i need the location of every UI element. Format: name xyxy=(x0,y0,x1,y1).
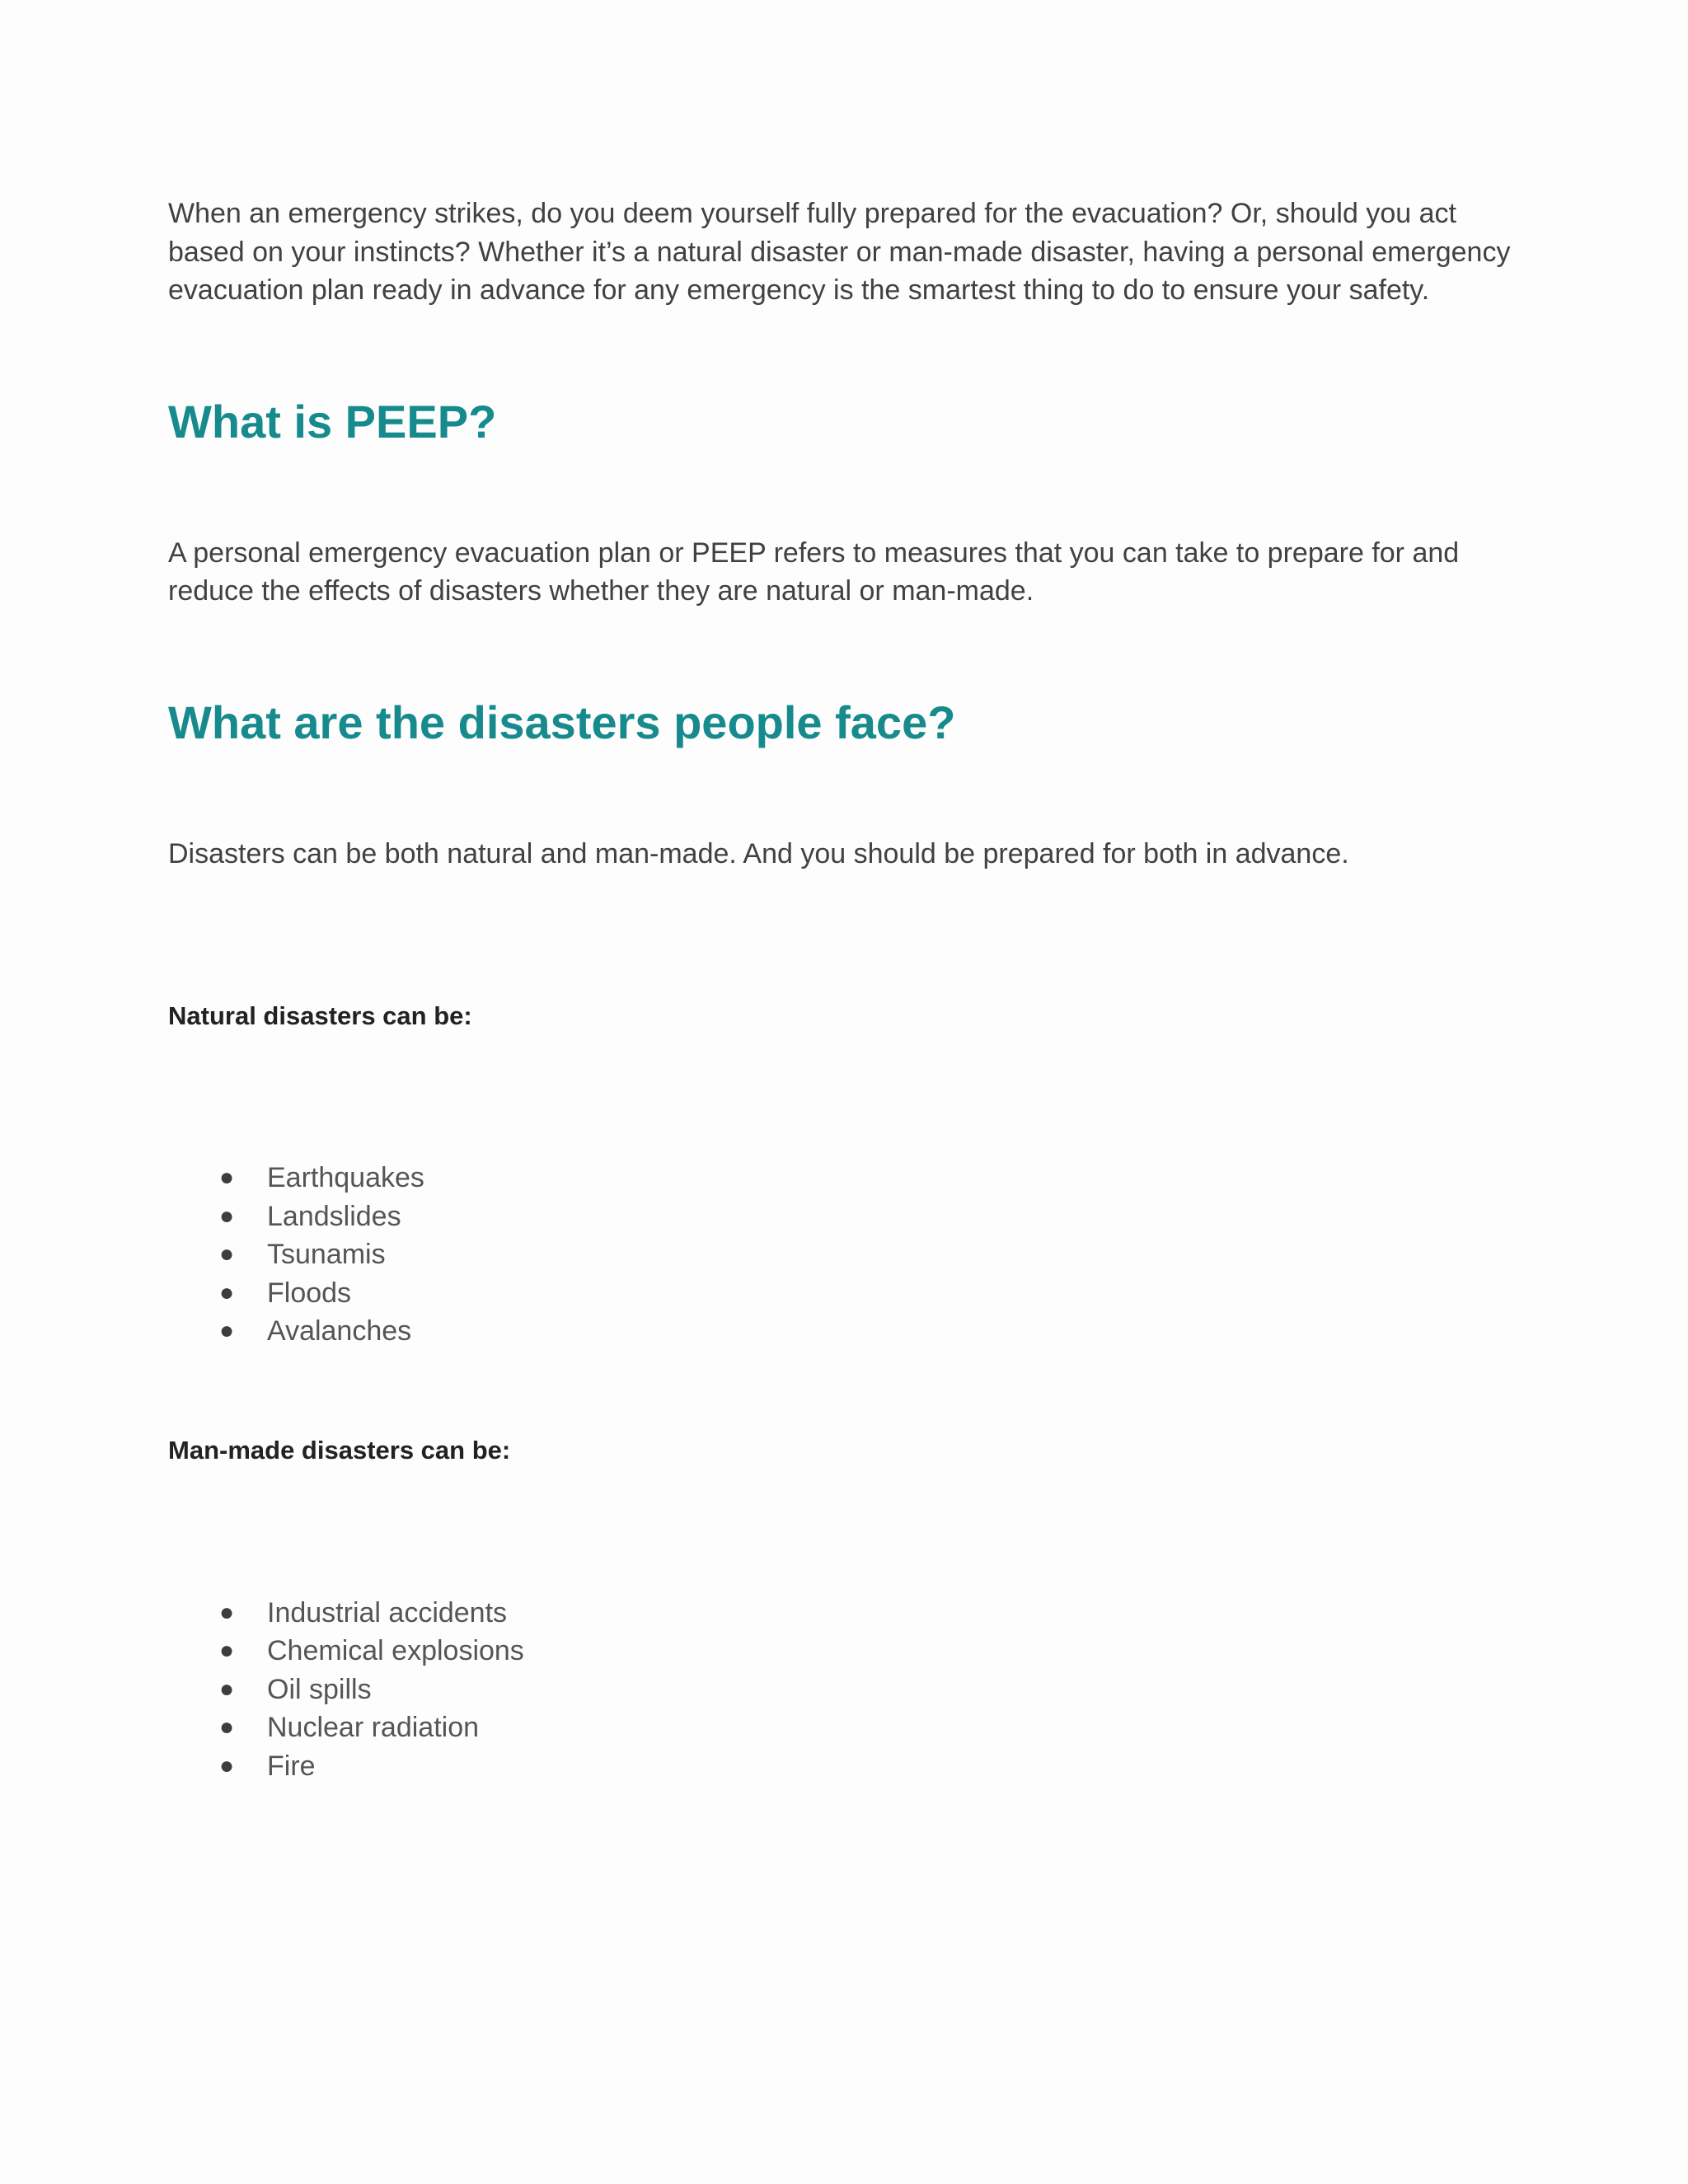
list-item xyxy=(168,1312,1520,1351)
list-item-text: Earthquakes xyxy=(267,1162,424,1193)
disasters-intro-paragraph: Disasters can be both natural and man-made. And you should be prepared for both in advance. xyxy=(168,837,1349,869)
list-item-text: Tsunamis xyxy=(267,1239,386,1270)
bullet-icon: ● xyxy=(219,1751,235,1779)
peep-definition-paragraph: A personal emergency evacuation plan or PEEP refers to measures that you can take to prepare for and reduce the effects of disasters whether they are natural or man-made. xyxy=(168,537,1460,607)
list-item-text: Floods xyxy=(267,1277,352,1309)
list-item xyxy=(168,1197,1520,1236)
bullet-icon: ● xyxy=(219,1317,235,1344)
document-content xyxy=(168,194,1520,1785)
list-item-text: Fire xyxy=(267,1750,316,1782)
manmade-disasters-list xyxy=(168,1594,1520,1786)
bullet-icon: ● xyxy=(219,1637,235,1664)
list-item-text: Chemical explosions xyxy=(267,1635,524,1666)
heading-what-is-peep: What is PEEP? xyxy=(168,395,497,448)
bullet-icon: ● xyxy=(219,1713,235,1741)
manmade-disasters-label: Man-made disasters can be: xyxy=(168,1435,511,1465)
bullet-icon: ● xyxy=(219,1598,235,1626)
list-item xyxy=(168,1671,1520,1709)
bullet-icon: ● xyxy=(219,1164,235,1191)
bullet-icon: ● xyxy=(219,1278,235,1306)
list-item-text: Avalanches xyxy=(267,1315,412,1347)
natural-disasters-label: Natural disasters can be: xyxy=(168,1001,472,1030)
list-item-text: Industrial accidents xyxy=(267,1596,508,1629)
list-item-text: Landslides xyxy=(267,1200,401,1232)
list-item xyxy=(168,1747,1520,1786)
natural-disasters-list xyxy=(168,1159,1520,1351)
list-item-text: Oil spills xyxy=(267,1673,372,1705)
list-item xyxy=(168,1235,1520,1274)
list-item xyxy=(168,1594,1520,1633)
bullet-icon: ● xyxy=(219,1675,235,1703)
heading-disasters: What are the disasters people face? xyxy=(168,696,956,748)
bullet-icon: ● xyxy=(219,1240,235,1268)
list-item xyxy=(168,1159,1520,1197)
list-item-text: Nuclear radiation xyxy=(267,1712,480,1743)
list-item xyxy=(168,1708,1520,1747)
bullet-icon: ● xyxy=(219,1202,235,1230)
list-item xyxy=(168,1274,1520,1313)
intro-paragraph: When an emergency strikes, do you deem yourself fully prepared for the evacuation? Or, should you act based on your instincts? Whether it’s a natural disaster or man-made disaster, having a personal emergency evacuation plan ready in advance for any emergency is the smartest thing to do to ensure your safety. xyxy=(168,198,1511,306)
list-item xyxy=(168,1632,1520,1671)
